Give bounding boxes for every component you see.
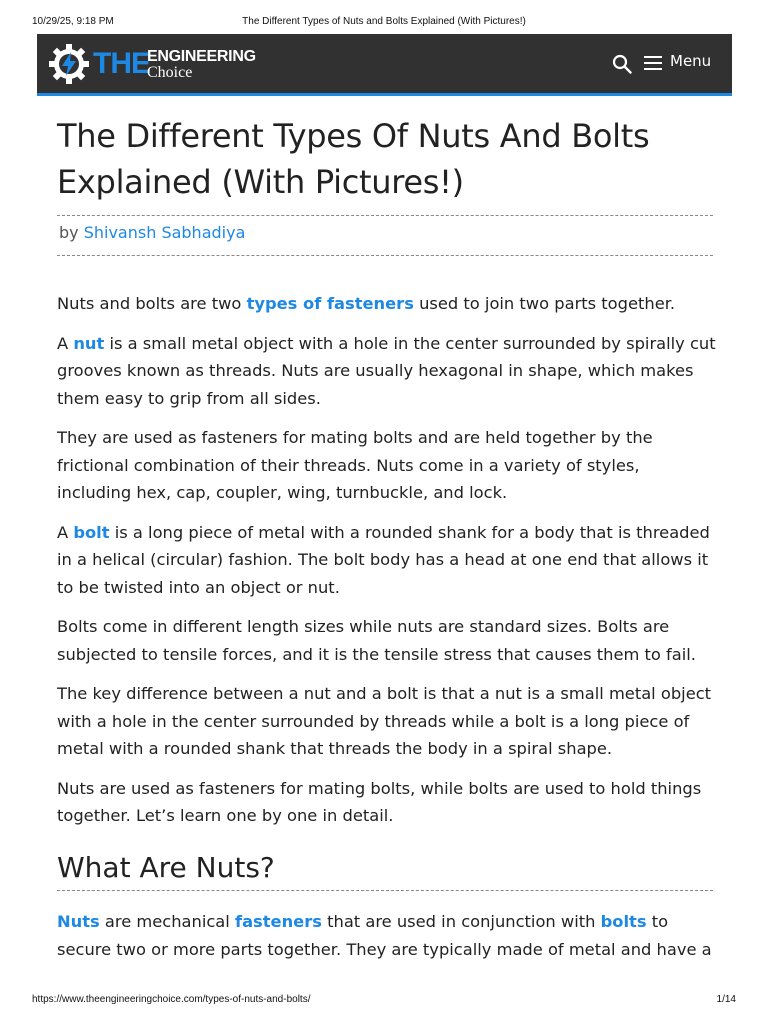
hamburger-icon — [644, 55, 662, 71]
section-heading: What Are Nuts? — [57, 851, 275, 884]
paragraph: Bolts come in different length sizes while nuts are standard sizes. Bolts are subjected to tensile forces, and it is the tensile stress that causes them to fail. — [57, 617, 696, 664]
paragraph: Nuts are mechanical fasteners that are used in conjunction with bolts to secure two or more parts together. They are typically made of metal and have a — [57, 912, 712, 959]
gear-bolt-logo-icon — [47, 42, 91, 86]
types-of-fasteners-link[interactable]: types of fasteners — [246, 294, 414, 313]
fasteners-link[interactable]: fasteners — [234, 912, 322, 931]
bolts-link[interactable]: bolts — [600, 912, 647, 931]
section-body — [57, 908, 717, 964]
paragraph: Nuts are used as fasteners for mating bolts, while bolts are used to hold things together. Let’s learn one by one in detail. — [57, 778, 702, 825]
print-timestamp: 10/29/25, 9:18 PM — [32, 16, 114, 27]
section-divider — [57, 890, 713, 891]
paragraph: A nut is a small metal object with a hole in the center surrounded by spirally cut grooves known as threads. Nuts are usually hexagonal in shape, which makes them easy to grip from all sides. — [57, 333, 716, 408]
menu-label: Menu — [670, 52, 712, 70]
logo-choice: Choice — [147, 64, 193, 81]
print-page-number: 1/14 — [716, 994, 736, 1005]
site-logo[interactable] — [47, 42, 256, 86]
paragraph: The key difference between a nut and a bolt is that a nut is a small metal object with a hole in the center surrounded by threads while a bolt is a long piece of metal with a rounded shank that threads the body in a spiral shape. — [57, 684, 712, 758]
divider-top — [57, 215, 713, 216]
print-page-title: The Different Types of Nuts and Bolts Explained (With Pictures!) — [242, 16, 526, 27]
nut-link[interactable]: nut — [73, 333, 105, 353]
author-link[interactable]: Shivansh Sabhadiya — [83, 223, 246, 242]
logo-engineering: ENGINEERING — [147, 48, 256, 65]
bolt-link[interactable]: bolt — [73, 522, 110, 542]
search-icon[interactable] — [612, 54, 632, 74]
article-body — [57, 290, 717, 842]
paragraph: A bolt is a long piece of metal with a rounded shank for a body that is threaded in a helical (circular) fashion. The bolt body has a head at one end that allows it to be twisted into an object or nut. — [57, 522, 710, 597]
byline — [59, 223, 245, 242]
divider-bottom — [57, 255, 713, 256]
article-title: The Different Types Of Nuts And Bolts Explained (With Pictures!) — [57, 117, 650, 201]
paragraph: Nuts and bolts are two types of fasteners used to join two parts together. — [57, 294, 676, 313]
byline-prefix: by — [59, 223, 79, 242]
nuts-link[interactable]: Nuts — [57, 912, 100, 931]
print-url: https://www.theengineeringchoice.com/types-of-nuts-and-bolts/ — [32, 994, 311, 1005]
print-header — [0, 16, 768, 30]
site-header — [37, 34, 732, 96]
logo-the: THE — [93, 47, 150, 80]
paragraph: They are used as fasteners for mating bolts and are held together by the frictional combination of their threads. Nuts come in a variety of styles, including hex, cap, coupler, wing, turnbuckle, and lock. — [57, 428, 653, 502]
